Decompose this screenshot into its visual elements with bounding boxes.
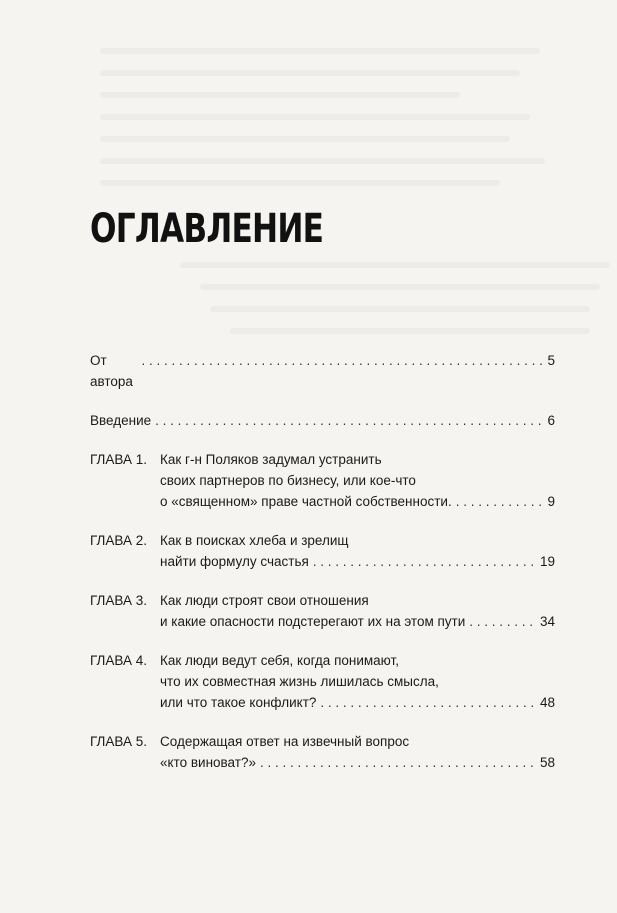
chapter-title-line: своих партнеров по бизнесу, или кое-что bbox=[160, 473, 416, 488]
toc-page-number: 34 bbox=[539, 614, 555, 629]
toc-entry-chapter-4[interactable] bbox=[90, 650, 555, 713]
dot-leader bbox=[155, 410, 543, 431]
chapter-title-line: Как люди ведут себя, когда понимают, bbox=[160, 653, 399, 668]
chapter-label: ГЛАВА 3. bbox=[90, 593, 147, 608]
toc-page-number: 48 bbox=[539, 695, 555, 710]
dot-leader bbox=[320, 692, 536, 713]
toc-page-number: 9 bbox=[547, 494, 555, 509]
dot-leader bbox=[260, 752, 536, 773]
chapter-title-line: Содержащая ответ на извечный вопрос bbox=[160, 734, 410, 749]
toc-page-number: 58 bbox=[539, 755, 555, 770]
dot-leader bbox=[469, 611, 536, 632]
toc-entry-label: От автора bbox=[90, 353, 133, 389]
chapter-title-line: что их совместная жизнь лишилась смысла, bbox=[160, 674, 439, 689]
page-title: ОГЛАВЛЕНИЕ bbox=[90, 206, 324, 252]
toc-page-number: 6 bbox=[547, 413, 555, 428]
chapter-title-line: Как люди строят свои отношения bbox=[160, 593, 369, 608]
toc-entry-chapter-3[interactable] bbox=[90, 590, 555, 632]
toc-entry-introduction[interactable] bbox=[90, 410, 555, 431]
chapter-title-line: о «священном» праве частной собственности. bbox=[160, 494, 452, 509]
toc-entry-chapter-2[interactable] bbox=[90, 530, 555, 572]
chapter-label: ГЛАВА 4. bbox=[90, 653, 147, 668]
toc-entry-chapter-5[interactable] bbox=[90, 731, 555, 773]
toc-entry-label: Введение bbox=[90, 413, 152, 428]
chapter-title-line: Как в поисках хлеба и зрелищ bbox=[160, 533, 349, 548]
chapter-title bbox=[160, 449, 555, 512]
toc-page-number: 5 bbox=[547, 353, 555, 368]
chapter-title-line: и какие опасности подстерегают их на этом пути bbox=[160, 614, 466, 629]
chapter-title bbox=[160, 530, 555, 572]
dot-leader bbox=[313, 551, 536, 572]
chapter-title bbox=[160, 731, 555, 773]
chapter-title-line: Как г-н Поляков задумал устранить bbox=[160, 452, 382, 467]
toc-page-number: 19 bbox=[539, 554, 555, 569]
table-of-contents bbox=[90, 350, 555, 773]
dot-leader bbox=[142, 350, 544, 371]
chapter-title-line: или что такое конфликт? bbox=[160, 695, 317, 710]
chapter-title-line: «кто виноват?» bbox=[160, 755, 256, 770]
chapter-label: ГЛАВА 5. bbox=[90, 734, 147, 749]
dot-leader bbox=[456, 491, 544, 512]
chapter-title-line: найти формулу счастья bbox=[160, 554, 309, 569]
chapter-title bbox=[160, 650, 555, 713]
chapter-title bbox=[160, 590, 555, 632]
chapter-label: ГЛАВА 1. bbox=[90, 452, 147, 467]
chapter-label: ГЛАВА 2. bbox=[90, 533, 147, 548]
toc-entry-author-foreword[interactable] bbox=[90, 350, 555, 392]
toc-entry-chapter-1[interactable] bbox=[90, 449, 555, 512]
